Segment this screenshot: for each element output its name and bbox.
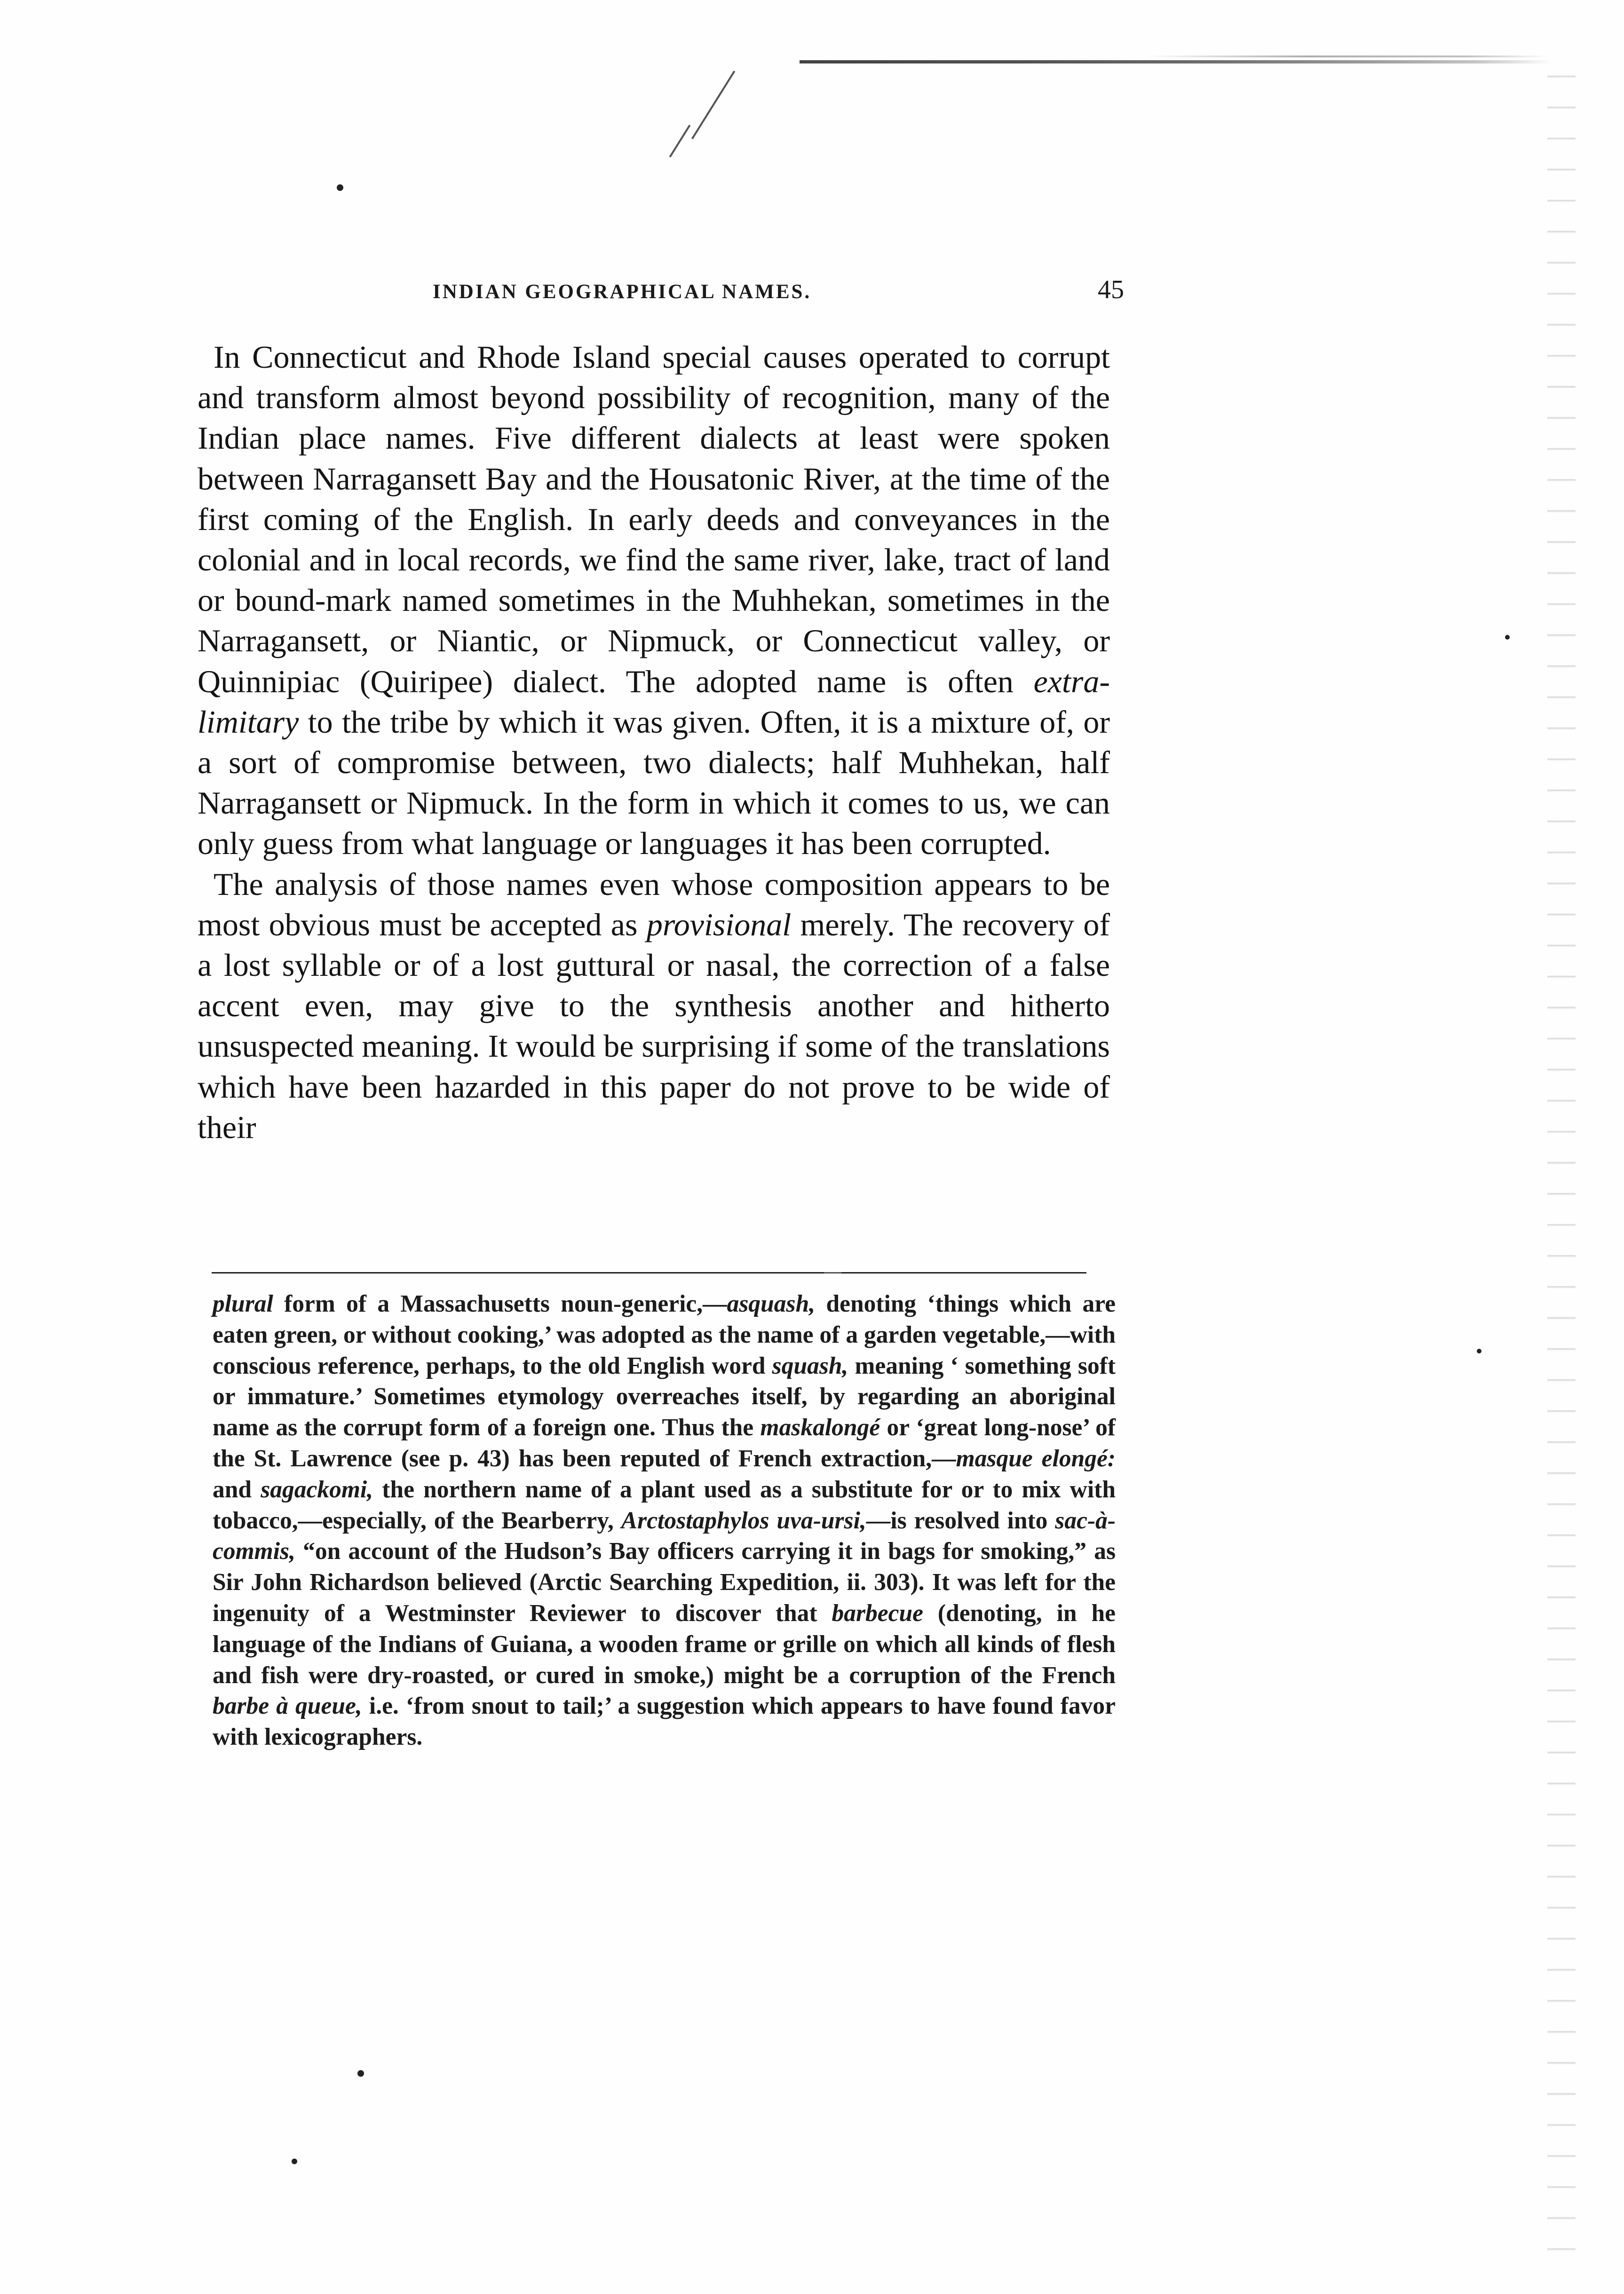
italic-run: sac-à-commis,: [213, 1507, 1116, 1565]
italic-run: barbecue: [832, 1599, 923, 1627]
paragraph: [198, 864, 1110, 1147]
text-run: and: [213, 1476, 261, 1503]
footnote: [213, 1289, 1116, 1753]
text-run: the northern name of a plant used as a substitute for or to mix with tobacco,—especially, of the Bearberry,: [213, 1476, 1116, 1534]
scan-artifact-top-rule-faint: [1148, 55, 1547, 57]
scan-artifact-top-rule: [800, 60, 1552, 63]
italic-run: plural: [213, 1290, 273, 1317]
scan-artifact-right-edge: [1547, 47, 1576, 2257]
italic-run: barbe à queue,: [213, 1693, 362, 1720]
italic-run: maskalongé: [760, 1414, 880, 1441]
text-run: meaning ‘ something soft or immature.’ Sometimes etymology overreaches itself, by regarding an aboriginal name as the corrupt form of a foreign one. Thus the: [213, 1352, 1116, 1441]
scan-speck: [337, 184, 343, 191]
italic-run: Arctostaphylos uva-ursi,: [621, 1507, 866, 1534]
text-run: (denoting, in he language of the Indians of Guiana, a wooden frame or grille on which all kinds of flesh and fish were dry-roasted, or cured in smoke,) might be a corruption of the French: [213, 1599, 1116, 1689]
scan-speck: [1505, 635, 1510, 640]
italic-run: squash,: [772, 1352, 848, 1379]
footnote-rule: [212, 1272, 1086, 1274]
scan-artifact-stroke: [669, 125, 691, 158]
text-run: i.e. ‘from snout to tail;’ a suggestion which appears to have found favor with lexicographers.: [213, 1693, 1116, 1751]
italic-run: asquash,: [727, 1290, 816, 1317]
italic-run: extra-limitary: [198, 663, 1110, 740]
body-text: [198, 337, 1110, 1147]
italic-run: masque elongé:: [956, 1445, 1116, 1472]
italic-run: sagackomi,: [261, 1476, 373, 1503]
scan-speck: [357, 2070, 364, 2077]
text-run: —is resolved into: [866, 1507, 1055, 1534]
text-run: to the tribe by which it was given. Often, it is a mixture of, or a sort of compromise between, two dialects; half Muhhekan, half Narragansett or Nipmuck. In the form in which it comes to us, we can only guess from what language or languages it has been corrupted.: [198, 704, 1110, 862]
scan-speck: [1477, 1349, 1481, 1353]
text-run: form of a Massachusetts noun-generic,—: [273, 1290, 727, 1317]
text-run: denoting ‘things which are eaten green, or without cooking,’ was adopted as the name of a garden vegetable,—with conscious reference, perhaps, to the old English word: [213, 1290, 1116, 1379]
italic-run: provisional: [646, 906, 792, 942]
text-run: In Connecticut and Rhode Island special causes operated to corrupt and transform almost beyond possibility of recognition, many of the Indian place names. Five different dialects at least were spoken between Narragansett Bay and the Housatonic River, at the time of the first coming of the English. In early deeds and conveyances in the colonial and in local records, we find the same river, lake, tract of land or bound-mark named sometimes in the Muhhekan, sometimes in the Narragansett, or Niantic, or Nipmuck, or Connecticut valley, or Quinnipiac (Quiripee) dialect. The adopted name is often: [198, 339, 1110, 699]
text-run: or ‘great long-nose’ of the St. Lawrence (see p. 43) has been reputed of French extraction,—: [213, 1414, 1116, 1472]
paragraph: [198, 337, 1110, 864]
scan-artifact-stroke: [691, 71, 735, 139]
text-run: The analysis of those names even whose composition appears to be most obvious must be accepted as: [198, 866, 1110, 942]
text-run: “on account of the Hudson’s Bay officers carrying it in bags for smoking,” as Sir John Richardson believed (Arctic Searching Expedition, ii. 303). It was left for the ingenuity of a Westminster Reviewer to discover that: [213, 1538, 1116, 1627]
running-head: INDIAN GEOGRAPHICAL NAMES.: [433, 281, 812, 303]
text-run: merely. The recovery of a lost syllable or of a lost guttural or nasal, the correction of a false accent even, may give to the synthesis another and hitherto unsuspected meaning. It would be surprising if some of the translations which have been hazarded in this paper do not prove to be wide of their: [198, 906, 1110, 1145]
page-number: 45: [1098, 275, 1124, 304]
scan-speck: [292, 2159, 297, 2164]
